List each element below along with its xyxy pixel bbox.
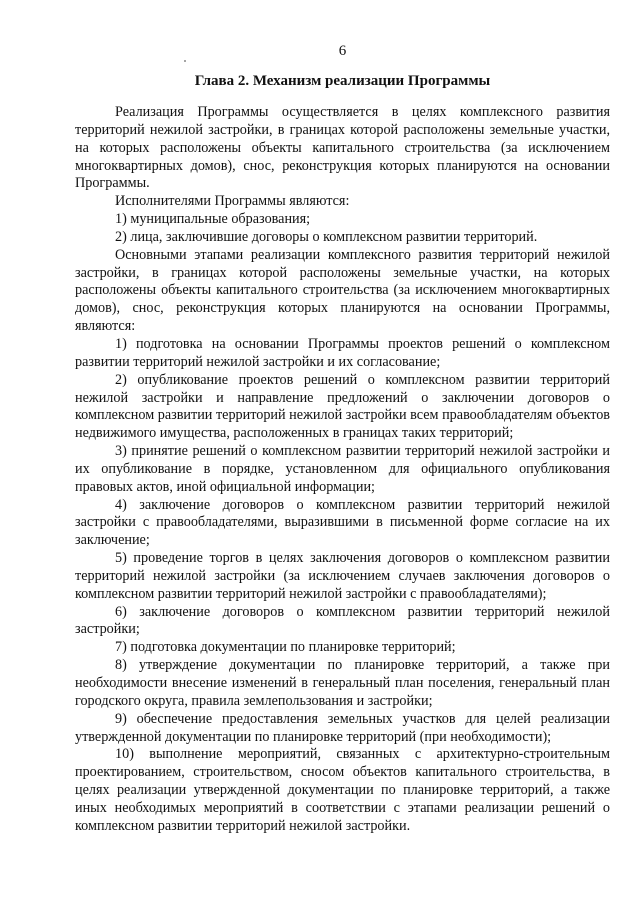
executors-list-item: 2) лица, заключившие договоры о комплексном развитии территорий. bbox=[115, 228, 538, 245]
chapter-title: Глава 2. Механизм реализации Программы bbox=[194, 73, 491, 89]
executors-list-item: 1) муниципальные образования; bbox=[115, 211, 311, 228]
scan-speck bbox=[184, 60, 186, 62]
stage-list-item: 8) утверждение документации по планировке территорий, а также при необходимости внесение изменений в генеральный план поселения, генеральный план городского округа, правила землепользования и застройки; bbox=[75, 657, 610, 709]
stage-list-item: 9) обеспечение предоставления земельных участков для целей реализации утвержденной документации по планировке территорий (при необходимости); bbox=[75, 710, 610, 745]
page-number: 6 bbox=[338, 43, 347, 59]
stage-list-item: 2) опубликование проектов решений о комплексном развитии территорий нежилой застройки и направление предложений о заключении договоров о комплексном развитии территорий нежилой застройки всем правообладателям объектов недвижимого имущества, расположенных в границах таких территорий; bbox=[75, 371, 610, 442]
stage-list-item: 3) принятие решений о комплексном развитии территорий нежилой застройки и их опубликование в порядке, установленном для официального опубликования правовых актов, иной официальной информации; bbox=[75, 443, 610, 495]
stages-paragraph: Основными этапами реализации комплексного развития территорий нежилой застройки, в границах которой расположены земельные участки, на которых расположены объекты капитального строительства (за исключением многоквартирных домов), снос, реконструкция которых планируются на основании Программы, являются: bbox=[75, 246, 610, 335]
executors-heading: Исполнителями Программы являются: bbox=[115, 193, 350, 210]
intro-paragraph: Реализация Программы осуществляется в целях комплексного развития территорий нежилой застройки, в границах которой расположены земельные участки, на которых расположены объекты капитального строительства (за исключением многоквартирных домов), снос, реконструкция которых планируются на основании Программы. bbox=[75, 104, 610, 192]
stage-list-item: 6) заключение договоров о комплексном развитии территорий нежилой застройки; bbox=[75, 603, 610, 638]
stage-list-item: 4) заключение договоров о комплексном развитии территорий нежилой застройки с правообладателями, выразившими в письменной форме согласие на их заключение; bbox=[75, 496, 610, 549]
stage-list-item: 1) подготовка на основании Программы проектов решений о комплексном развитии территорий нежилой застройки и их согласование; bbox=[75, 335, 610, 370]
stage-list-item: 5) проведение торгов в целях заключения договоров о комплексном развитии территорий нежилой застройки (за исключением случаев заключения договоров о комплексном развитии территорий нежилой застройки с правообладателями); bbox=[75, 550, 610, 602]
stage-list-item: 10) выполнение мероприятий, связанных с архитектурно-строительным проектированием, строительством, сносом объектов капитального строительства, в целях реализации утвержденной документации по планировке территорий, а также иных необходимых мероприятий в соответствии с этапами реализации решений о комплексном развитии территорий нежилой застройки. bbox=[75, 746, 610, 834]
stage-list-item: 7) подготовка документации по планировке территорий; bbox=[115, 639, 456, 656]
body-text bbox=[75, 104, 610, 836]
